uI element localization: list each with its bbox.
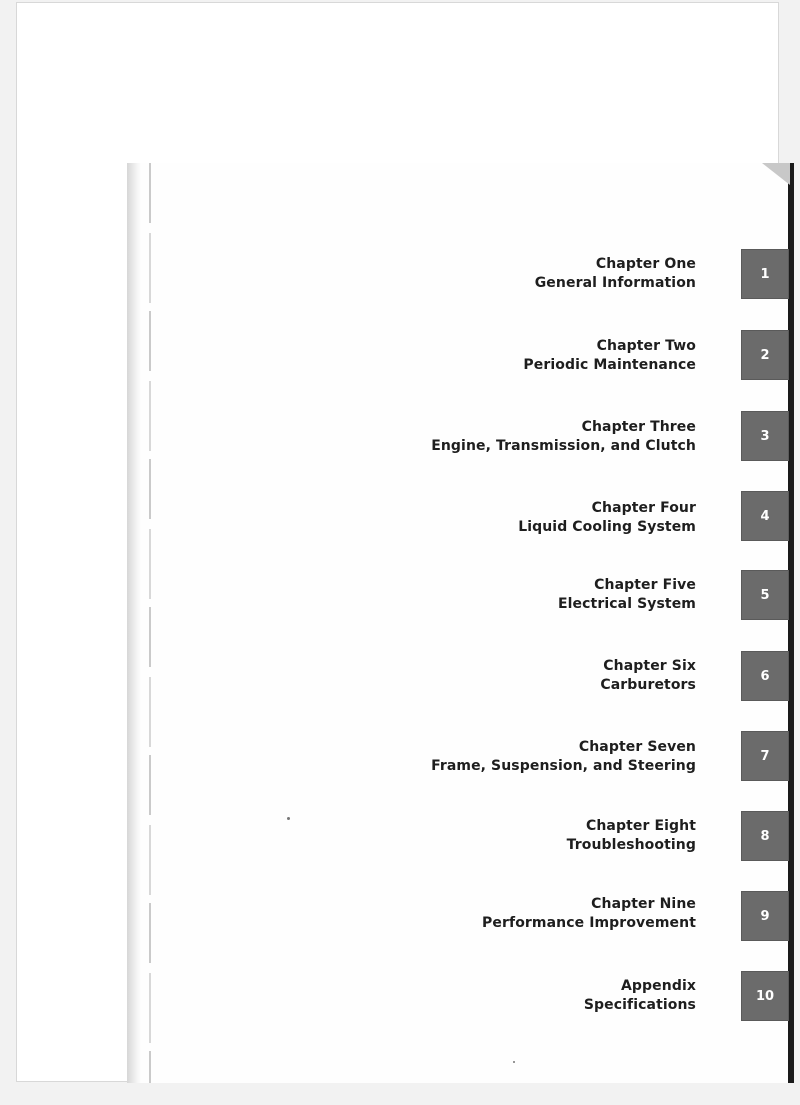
chapter-heading: Chapter Two [596,338,696,354]
chapter-heading: Chapter Three [581,419,696,435]
chapter-title: Carburetors [600,677,696,693]
chapter-tab-2[interactable]: 2 [741,330,789,380]
toc-entry-2[interactable] [523,337,696,375]
chapter-tab-10[interactable]: 10 [741,971,789,1021]
toc-entry-6[interactable] [600,657,696,695]
chapter-heading: Chapter Nine [591,896,696,912]
toc-entry-7[interactable] [431,738,696,776]
chapter-title: Liquid Cooling System [518,519,696,535]
chapter-title: Frame, Suspension, and Steering [431,758,696,774]
toc-entry-5[interactable] [558,576,696,614]
toc-entry-9[interactable] [482,895,696,933]
chapter-tab-4[interactable]: 4 [741,491,789,541]
corner-fold [762,163,790,185]
chapter-heading: Chapter One [595,256,696,272]
page-sheet [16,2,779,1082]
chapter-tab-9[interactable]: 9 [741,891,789,941]
chapter-tab-1[interactable]: 1 [741,249,789,299]
chapter-tab-5[interactable]: 5 [741,570,789,620]
toc-entry-8[interactable] [567,817,696,855]
toc-entry-4[interactable] [518,499,696,537]
page-edge [788,163,794,1083]
binding-shadow [127,163,141,1083]
chapter-title: Performance Improvement [482,915,696,931]
chapter-title: Troubleshooting [566,837,696,853]
chapter-title: Electrical System [558,596,696,612]
binding-line [149,163,151,1083]
chapter-heading: Chapter Four [591,500,696,516]
toc-entry-10[interactable] [584,977,696,1015]
chapter-tab-8[interactable]: 8 [741,811,789,861]
chapter-title: Specifications [583,997,696,1013]
chapter-heading: Chapter Five [594,577,696,593]
chapter-heading: Chapter Six [603,658,696,674]
toc-entry-1[interactable] [535,255,696,293]
chapter-heading: Chapter Seven [578,739,696,755]
scan-speck [513,1061,515,1063]
chapter-heading: Chapter Eight [585,818,696,834]
chapter-title: Engine, Transmission, and Clutch [431,438,696,454]
chapter-tab-6[interactable]: 6 [741,651,789,701]
chapter-heading: Appendix [621,978,696,994]
chapter-tab-3[interactable]: 3 [741,411,789,461]
chapter-tab-7[interactable]: 7 [741,731,789,781]
scan-speck [287,817,290,820]
scanned-page [127,163,794,1083]
chapter-title: Periodic Maintenance [523,357,696,373]
chapter-title: General Information [534,275,696,291]
toc-entry-3[interactable] [431,418,696,456]
